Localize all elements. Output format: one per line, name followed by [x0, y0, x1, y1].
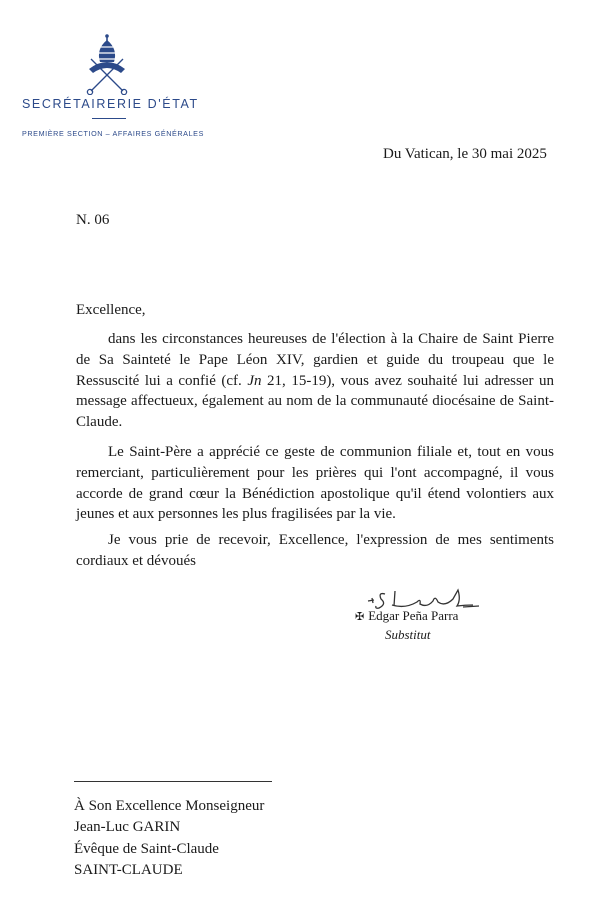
p1-text-after: 21, 15-19), vous avez souhaité lui adresser un message affectueux, également au nom de la communauté diocésaine de Saint-Claude. — [76, 372, 554, 431]
recipient-line-2: Jean-Luc GARIN — [74, 819, 181, 836]
recipient-line-4: SAINT-CLAUDE — [74, 861, 183, 878]
letterhead-divider — [92, 118, 126, 119]
cross-icon: ✠ — [355, 611, 365, 623]
scripture-citation: Jn — [247, 372, 262, 389]
signer-title: Substitut — [385, 627, 431, 642]
papal-keys-tiara-icon — [82, 33, 132, 95]
p1-text-before: dans les circonstances heureuses de l'élection à la Chaire de Saint Pierre de Sa Sainteté le Pape Léon XIV, gardien et guide du troupeau que le Ressuscité lui a confié (cf. — [76, 331, 554, 389]
p2-text: Le Saint-Père a apprécié ce geste de communion filiale et, tout en vous remerciant, particulièrement pour les prières qui l'ont accompagné, il vous accorde de grand cœur la Bénédiction apostolique qu'il étend volontiers aux jeunes et aux personnes les plus fragilisées par la vie. — [76, 444, 554, 523]
date-line: Du Vatican, le 30 mai 2025 — [383, 146, 547, 162]
p3-text: Je vous prie de recevoir, Excellence, l'expression de mes sentiments cordiaux et dévoués — [76, 532, 554, 569]
salutation: Excellence, — [76, 302, 146, 318]
body-paragraph-2 — [76, 442, 554, 525]
recipient-line-3: Évêque de Saint-Claude — [74, 840, 219, 857]
office-section: PREMIÈRE SECTION – AFFAIRES GÉNÉRALES — [22, 129, 204, 138]
reference-number: N. 06 — [76, 212, 110, 228]
office-title: SECRÉTAIRERIE D'ÉTAT — [22, 97, 199, 111]
address-divider — [74, 781, 272, 782]
signer-line — [355, 608, 458, 624]
signer-name: Edgar Peña Parra — [368, 608, 459, 623]
recipient-address — [74, 796, 264, 881]
recipient-line-1: À Son Excellence Monseigneur — [74, 798, 265, 814]
body-paragraph-1 — [76, 329, 554, 433]
body-paragraph-3 — [76, 530, 554, 572]
